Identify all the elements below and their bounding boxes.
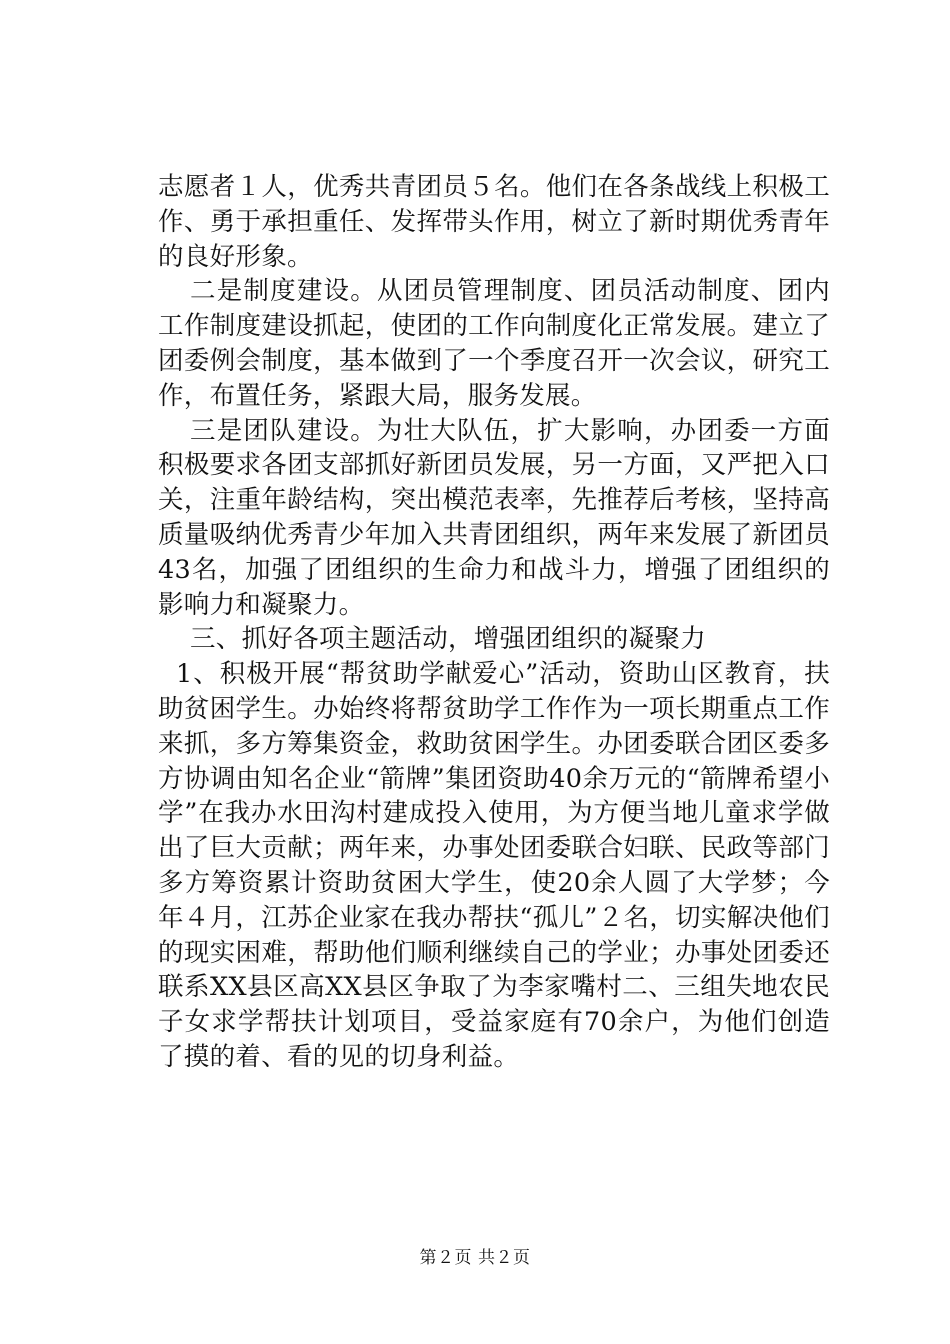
paragraph-team-building: 三是团队建设。为壮大队伍，扩大影响，办团委一方面积极要求各团支部抓好新团员发展，另一方面，又严把入口关，注重年龄结构，突出模范表率，先推荐后考核，坚持高质量吸纳优秀青少年加入共青团组织，两年来发展了新团员43名，加强了团组织的生命力和战斗力，增强了团组织的影响力和凝聚力。: [158, 415, 830, 620]
section-heading-themed-activities: 三、抓好各项主题活动，增强团组织的凝聚力: [190, 624, 707, 655]
document-body: [158, 170, 830, 1075]
paragraph-system-building: 二是制度建设。从团员管理制度、团员活动制度、团内工作制度建设抓起，使团的工作向制度化正常发展。建立了团委例会制度，基本做到了一个季度召开一次会议，研究工作，布置任务，紧跟大局，服务发展。: [158, 276, 830, 411]
paragraph-poverty-aid: 1、积极开展“帮贫助学献爱心”活动，资助山区教育，扶助贫困学生。办始终将帮贫助学工作作为一项长期重点工作来抓，多方筹集资金，救助贫困学生。办团委联合团区委多方协调由知名企业“箭牌”集团资助40余万元的“箭牌希望小学”在我办水田沟村建成投入使用，为方便当地儿童求学做出了巨大贡献；两年来，办事处团委联合妇联、民政等部门多方筹资累计资助贫困大学生，使20余人圆了大学梦；今年４月，江苏企业家在我办帮扶“孤儿”２名，切实解决他们的现实困难，帮助他们顺利继续自己的学业；办事处团委还联系XX县区高XX县区争取了为李家嘴村二、三组失地农民子女求学帮扶计划项目，受益家庭有70余户，为他们创造了摸的着、看的见的切身利益。: [158, 659, 830, 1072]
page-footer: 第２页 共２页: [419, 1248, 531, 1268]
paragraph-volunteers: 志愿者１人，优秀共青团员５名。他们在各条战线上积极工作、勇于承担重任、发挥带头作用，树立了新时期优秀青年的良好形象。: [158, 172, 830, 272]
